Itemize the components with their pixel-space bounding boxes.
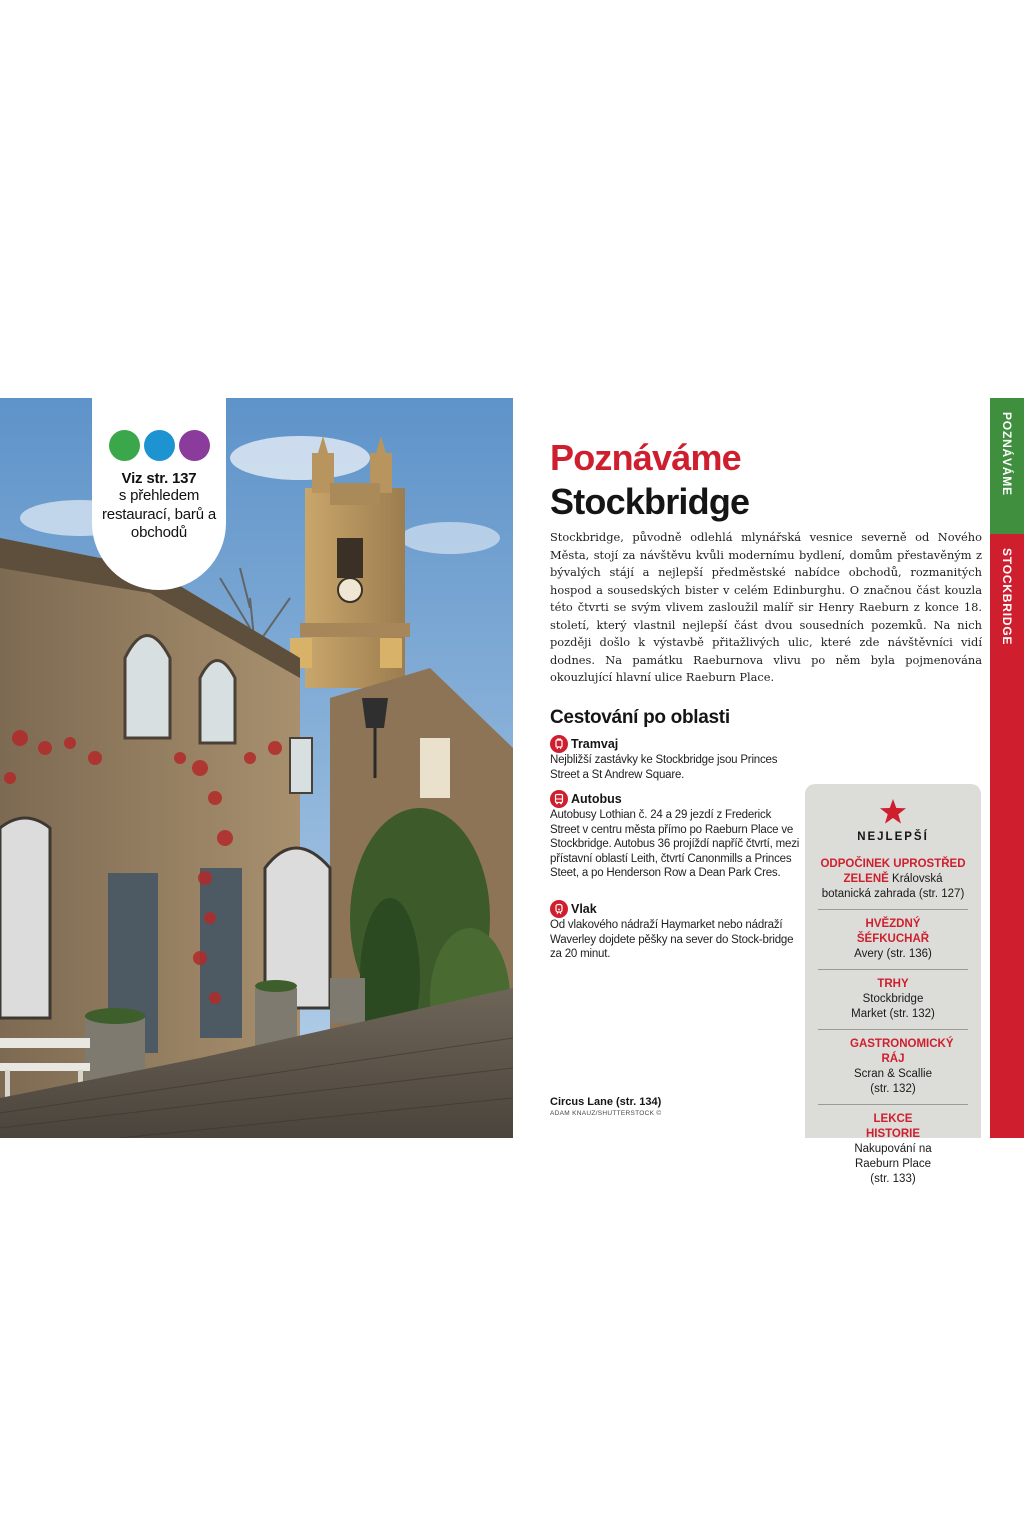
best-title: NEJLEPŠÍ [857,831,929,843]
street-scene-illustration [0,398,513,1138]
best-item-category: GASTRONOMICKÝ RÁJ [850,1038,954,1065]
best-item [818,1029,968,1104]
transport-label: Vlak [571,902,597,916]
best-item-text: Scran & Scallie (str. 132) [854,1068,932,1095]
see-page-callout [92,398,226,590]
transport-text: Nejbližší zastávky ke Stockbridge jsou Princes Street a St Andrew Square. [550,754,778,781]
best-item-category: HVĚZDNÝ ŠÉFKUCHAŘ [856,918,930,945]
transport-text: Od vlakového nádraží Haymarket nebo nádraží Waverley dojdete pěšky na sever do Stock-bridge za 20 minut. [550,919,794,961]
callout-icons [92,430,226,461]
best-of-box [805,784,981,1185]
tab-poznavame[interactable] [990,398,1024,534]
callout-description: s přehledem restaurací, barů a obchodů [102,487,216,541]
best-item-category: LEKCE HISTORIE [865,1113,921,1140]
shopping-icon [179,430,210,461]
transport-text: Autobusy Lothian č. 24 a 29 jezdí z Frederick Street v centru města přímo po Raeburn Place ve Stockbridge. Autobus 36 projíždí napříč čtvrtí, mezi přístavní oblastí Leith, čtvrtí Canonmills a Princes Steet, a po Henderson Row a Dean Park Cres. [550,809,800,880]
tram-icon [550,735,568,753]
best-item [818,969,968,1029]
transport-heading: Cestování po oblasti [550,707,730,728]
star-icon [879,798,907,826]
page-title-line1: Poznáváme [550,437,741,478]
book-spread [0,398,1024,1185]
best-item-category: ODPOČINEK UPROSTŘED ZELENĚ [820,858,966,885]
transport-item-bus [550,790,800,881]
transport-item-train [550,900,800,962]
circus-lane-photo [0,398,513,1138]
page-title-line2: Stockbridge [550,481,750,522]
intro-paragraph: Stockbridge, původně odlehlá mlynářská vesnice severně od Nového Města, stojí za návštěvu kvůli modernímu bydlení, domům přestavěným z bývalých stájí a nejlepší předměstské nabídce obchodů, rozmanitých hospod a sousedských bister v celém Edinburghu. O značnou část kouzla této čtvrti se svým vlivem zasloužil malíř sir Henry Raeburn z konce 18. století, který vlastnil nejlepší část dvou sousedních pozemků. Na nich později došlo k výstavbě přitažlivých ulic, které zde návštěvníci vidí dodnes. Na památku Raeburnova vlivu po něm byla pojmenována okouzlující hlavní ulice Raeburn Place. [550,530,982,684]
eating-icon [109,430,140,461]
best-item-text: Královská botanická zahrada (str. 127) [821,873,965,900]
transport-item-tram [550,735,800,782]
drinking-icon [144,430,175,461]
photo-caption: Circus Lane (str. 134) [550,1096,662,1108]
best-item-text: Stockbridge Market (str. 132) [851,993,935,1020]
tab-poznavame-label: POZNÁVÁME [1000,412,1014,496]
best-item [818,909,968,969]
best-item-category: TRHY [877,978,909,990]
transport-label: Tramvaj [571,737,619,751]
best-item [818,843,968,909]
transport-label: Autobus [571,792,622,806]
best-item-text: Avery (str. 136) [854,948,932,960]
photo-credit: ADAM KNAUZ/SHUTTERSTOCK © [550,1110,662,1117]
tab-stockbridge-label: STOCKBRIDGE [1000,548,1014,646]
best-item-text: Nakupování na Raeburn Place (str. 133) [854,1143,932,1185]
callout-title: Viz str. 137 [121,470,197,487]
train-icon [550,900,568,918]
bus-icon [550,790,568,808]
tab-stockbridge[interactable] [990,534,1024,1138]
best-item [818,1104,968,1194]
